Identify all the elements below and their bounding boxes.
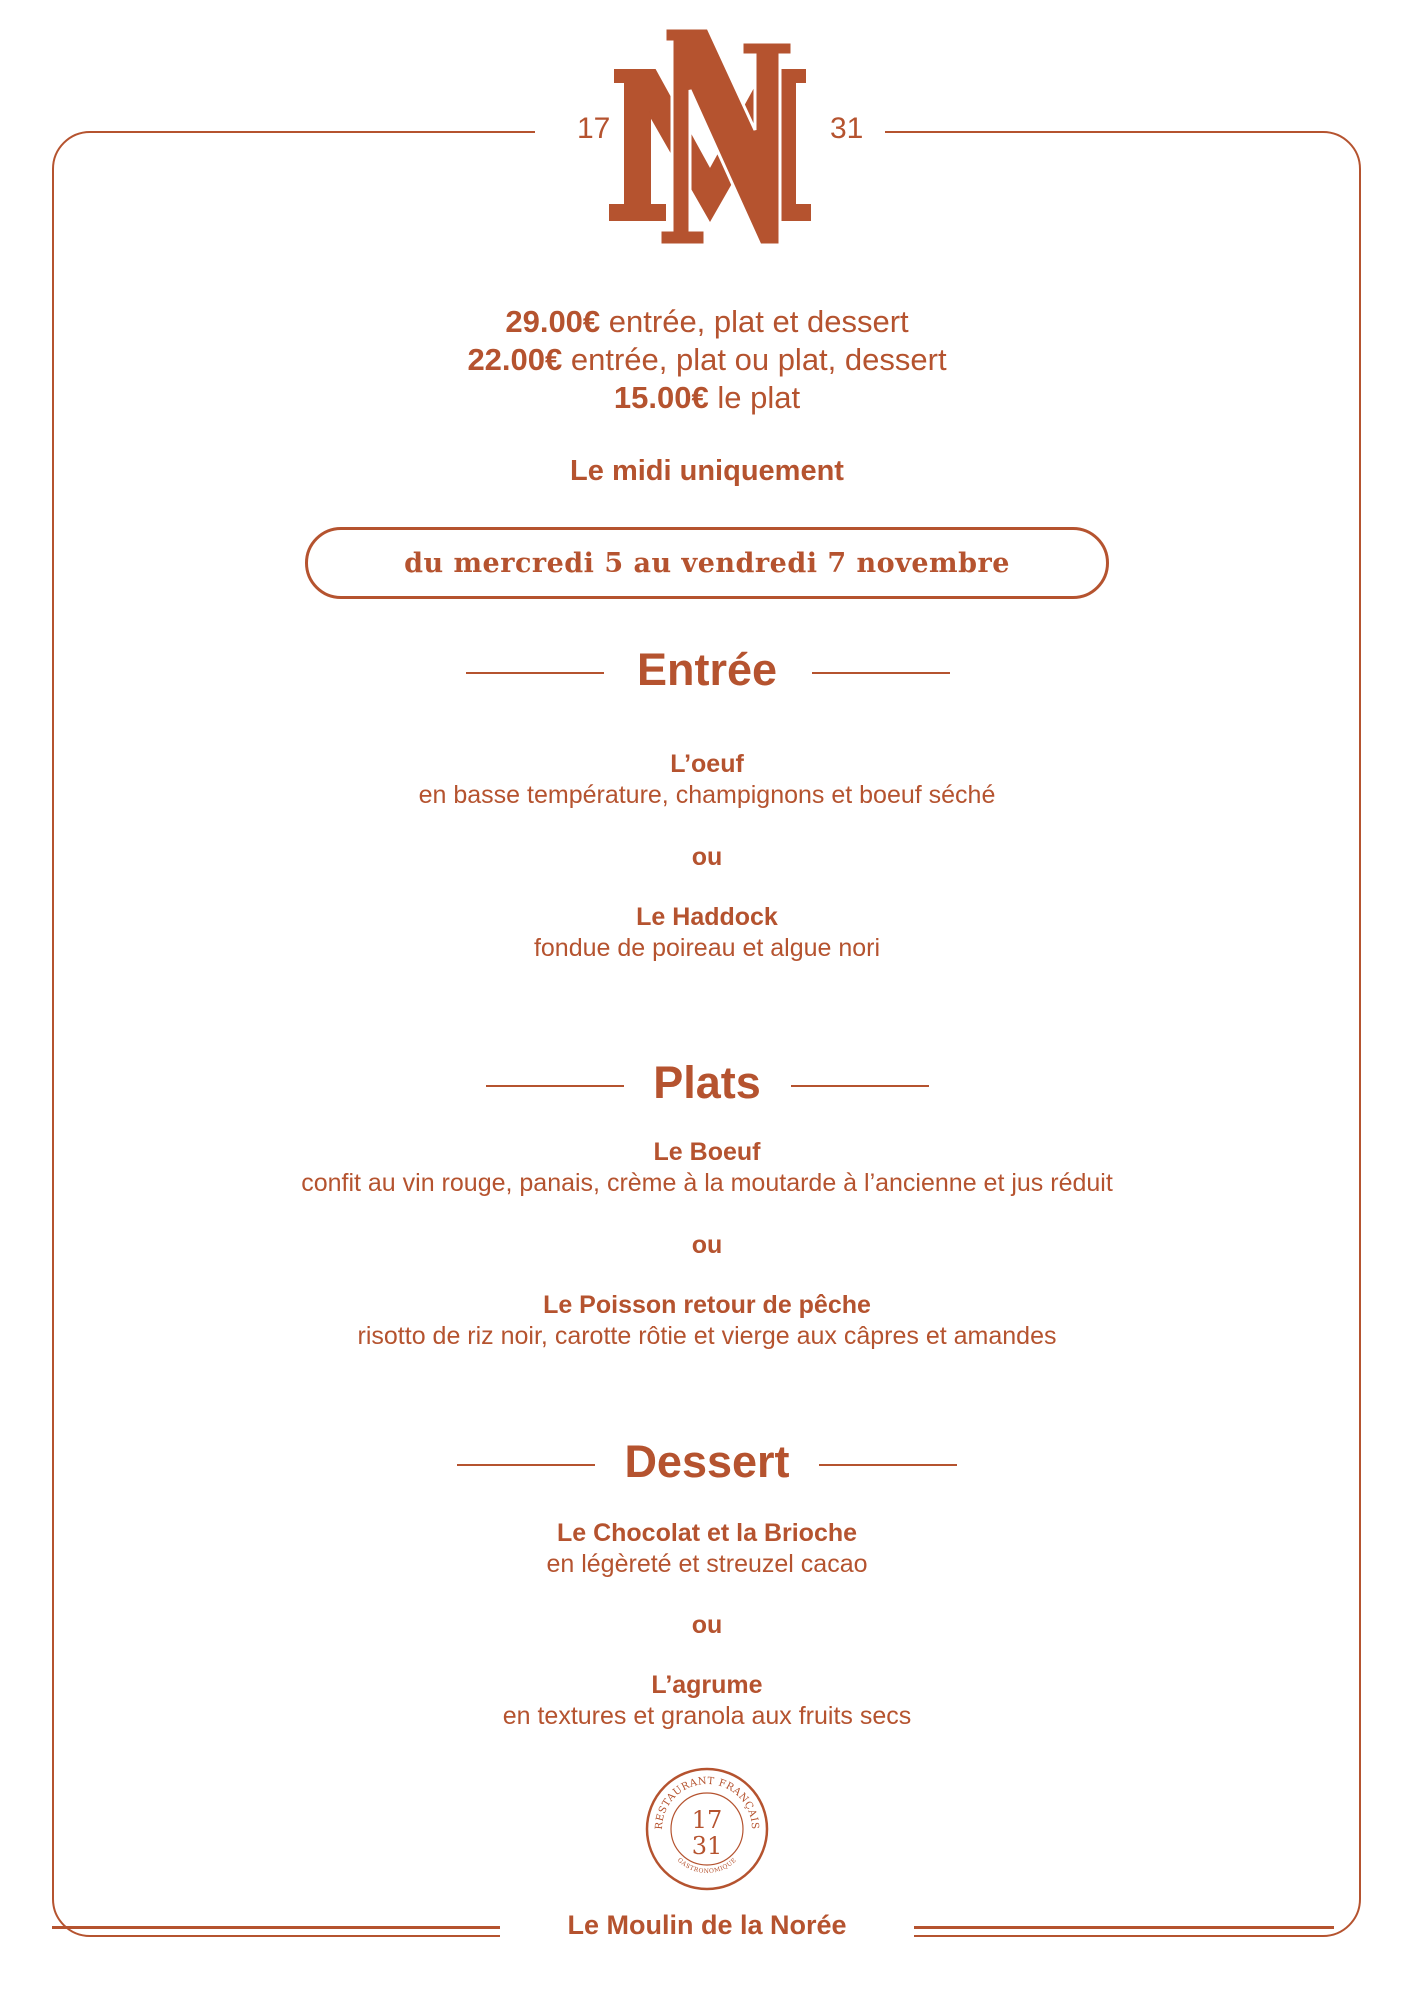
or-separator: ou bbox=[691, 1611, 723, 1639]
dish-description: en basse température, champignons et boeuf séché bbox=[418, 781, 996, 809]
dish-name: Le Poisson retour de pêche bbox=[543, 1291, 871, 1319]
price-value: 29.00€ bbox=[505, 304, 601, 339]
dates-text: du mercredi 5 au vendredi 7 novembre bbox=[404, 547, 1010, 579]
dish-dessert-2 bbox=[0, 1670, 1414, 1732]
price-value: 22.00€ bbox=[467, 342, 563, 377]
dish-description: en textures et granola aux fruits secs bbox=[502, 1702, 912, 1730]
section-entree-header bbox=[0, 640, 1414, 700]
dish-name: Le Chocolat et la Brioche bbox=[556, 1519, 858, 1547]
dish-plat-2 bbox=[0, 1290, 1414, 1352]
divider-right bbox=[812, 672, 950, 674]
price-label: entrée, plat et dessert bbox=[600, 304, 909, 339]
restaurant-seal bbox=[644, 1766, 770, 1892]
year-right: 31 bbox=[830, 112, 864, 145]
price-line-1 bbox=[0, 303, 1414, 341]
footer-name: Le Moulin de la Norée bbox=[567, 1910, 847, 1940]
divider-right bbox=[791, 1085, 929, 1087]
dates-banner bbox=[305, 527, 1109, 599]
dish-description: fondue de poireau et algue nori bbox=[533, 934, 881, 962]
section-plats-header bbox=[0, 1053, 1414, 1113]
or-separator: ou bbox=[691, 1231, 723, 1259]
price-value: 15.00€ bbox=[613, 380, 709, 415]
section-title: Dessert bbox=[624, 1436, 790, 1487]
seal-line-1: 17 bbox=[691, 1806, 723, 1834]
price-label: le plat bbox=[708, 380, 801, 415]
section-title: Entrée bbox=[636, 644, 778, 695]
section-title: Plats bbox=[653, 1057, 761, 1108]
price-label: entrée, plat ou plat, dessert bbox=[562, 342, 947, 377]
dish-description: confit au vin rouge, panais, crème à la moutarde à l’ancienne et jus réduit bbox=[301, 1169, 1113, 1197]
dish-name: Le Boeuf bbox=[653, 1138, 761, 1166]
seal-line-2: 31 bbox=[691, 1832, 723, 1860]
dish-description: en légèreté et streuzel cacao bbox=[546, 1550, 868, 1578]
dish-plat-1 bbox=[0, 1137, 1414, 1199]
pricing-block bbox=[0, 303, 1414, 417]
dish-dessert-1 bbox=[0, 1518, 1414, 1580]
dish-entree-1 bbox=[0, 749, 1414, 811]
dish-name: Le Haddock bbox=[636, 903, 778, 931]
dish-name: L’agrume bbox=[651, 1671, 763, 1699]
seal-bottom-text: GASTRONOMIQUE bbox=[675, 1856, 739, 1876]
dish-description: risotto de riz noir, carotte rôtie et vierge aux câpres et amandes bbox=[357, 1322, 1057, 1350]
price-line-3 bbox=[0, 379, 1414, 417]
seal-top-text: RESTAURANT FRANÇAIS bbox=[653, 1775, 761, 1830]
section-dessert-header bbox=[0, 1432, 1414, 1492]
price-line-2 bbox=[0, 341, 1414, 379]
footer-rule-right bbox=[914, 1926, 1334, 1929]
dish-entree-2 bbox=[0, 902, 1414, 964]
or-separator: ou bbox=[691, 843, 723, 871]
divider-right bbox=[819, 1464, 957, 1466]
year-left: 17 bbox=[577, 112, 611, 145]
dish-name: L’oeuf bbox=[670, 750, 744, 778]
availability-note: Le midi uniquement bbox=[570, 455, 844, 487]
